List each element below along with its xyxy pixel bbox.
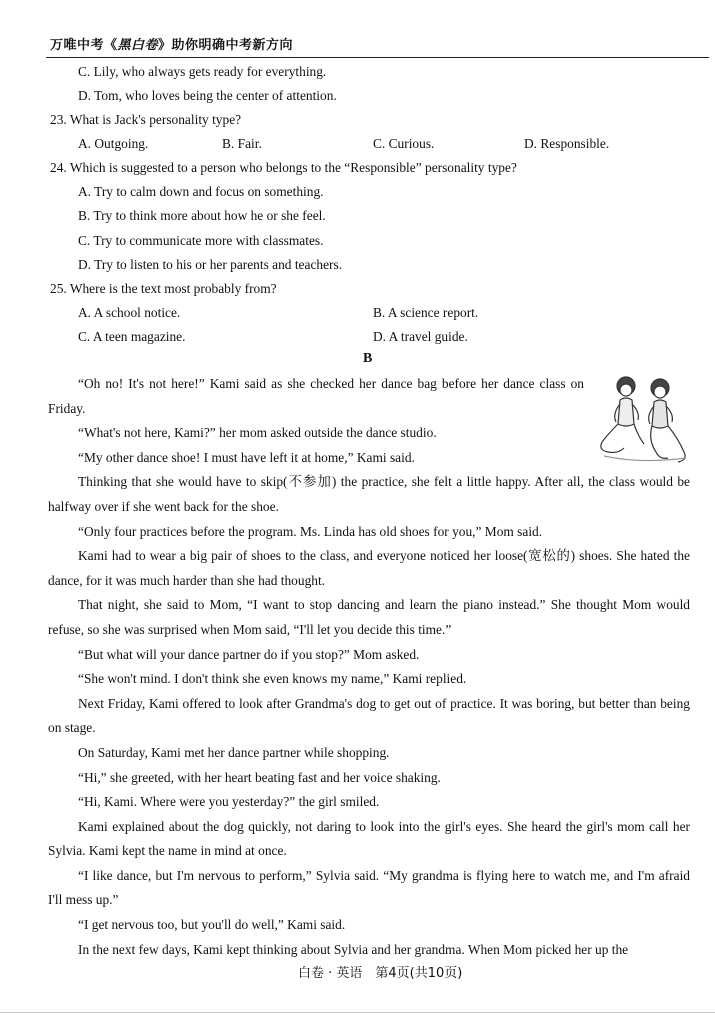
passage-paragraph: Kami had to wear a big pair of shoes to the class, and everyone noticed her loose(宽松的) shoes. She hated the dance, for it was much harder than she had thought. — [48, 548, 690, 588]
q23-option-b: B. Fair. — [222, 136, 262, 151]
q24-option-d: D. Try to listen to his or her parents and teachers. — [78, 257, 343, 272]
question-23-stem: 23. What is Jack's personality type? — [50, 112, 242, 127]
brand-name: 黑白卷 — [117, 38, 159, 53]
passage-paragraph: Kami explained about the dog quickly, not daring to look into the girl's eyes. She heard the girl's mom call her Sylvia. Kami kept the name in mind at once. — [48, 818, 690, 859]
page-header: 万唯中考《黑白卷》助你明确中考新方向 — [50, 38, 294, 53]
passage-paragraph: “I like dance, but I'm nervous to perform,” Sylvia said. “My grandma is flying here to watch me, and I'm afraid I'll mess up.” — [48, 867, 690, 908]
q23-option-c: C. Curious. — [373, 136, 435, 151]
q24-option-a: A. Try to calm down and focus on something. — [78, 184, 324, 199]
option-c-q22: C. Lily, who always gets ready for everything. — [78, 64, 327, 79]
passage-paragraph: “My other dance shoe! I must have left it at home,” Kami said. — [78, 449, 415, 465]
q25-option-a: A. A school notice. — [78, 305, 181, 320]
passage-paragraph: “But what will your dance partner do if you stop?” Mom asked. — [78, 646, 420, 662]
option-d-q22: D. Tom, who loves being the center of attention. — [78, 88, 337, 103]
question-24-stem: 24. Which is suggested to a person who belongs to the “Responsible” personality type? — [50, 160, 517, 175]
q24-option-b: B. Try to think more about how he or she feel. — [78, 208, 326, 223]
q25-option-b: B. A science report. — [373, 305, 479, 320]
q25-option-d: D. A travel guide. — [373, 329, 468, 344]
passage-paragraph: On Saturday, Kami met her dance partner while shopping. — [78, 744, 390, 760]
page-footer: 白卷 · 英语 第4页(共10页) — [298, 966, 463, 981]
q23-option-a: A. Outgoing. — [78, 136, 149, 151]
passage-paragraph: “She won't mind. I don't think she even knows my name,” Kami replied. — [78, 671, 467, 687]
q23-option-d: D. Responsible. — [524, 136, 610, 151]
q24-option-c: C. Try to communicate more with classmates. — [78, 233, 324, 248]
section-label: B — [363, 351, 373, 366]
passage-paragraph: Next Friday, Kami offered to look after Grandma's dog to get out of practice. It was boring, but better than being on stage. — [48, 695, 690, 736]
passage — [48, 372, 690, 962]
passage-paragraph: “I get nervous too, but you'll do well,” Kami said. — [78, 917, 346, 933]
passage-paragraph: “Oh no! It's not here!” Kami said as she checked her dance bag before her dance class on Friday. — [48, 376, 584, 416]
passage-paragraph: “Hi,” she greeted, with her heart beating fast and her voice shaking. — [78, 769, 441, 785]
question-25-stem: 25. Where is the text most probably from? — [50, 281, 277, 296]
passage-paragraph: “Hi, Kami. Where were you yesterday?” the girl smiled. — [78, 794, 380, 810]
passage-paragraph: “Only four practices before the program. Ms. Linda has old shoes for you,” Mom said. — [78, 523, 543, 539]
passage-paragraph: That night, she said to Mom, “I want to stop dancing and learn the piano instead.” She thought Mom would refuse, so she was surprised when Mom said, “I'll let you decide this time.” — [48, 597, 690, 637]
passage-paragraph: In the next few days, Kami kept thinking about Sylvia and her grandma. When Mom picked her up the — [78, 941, 629, 957]
passage-paragraph: Thinking that she would have to skip(不参加) the practice, she felt a little happy. After all, the class would be halfway over if she went back for the shoe. — [48, 474, 690, 514]
header-rule — [46, 57, 709, 58]
footer-rule — [0, 1012, 715, 1013]
passage-paragraph: “What's not here, Kami?” her mom asked outside the dance studio. — [78, 425, 437, 441]
q25-option-c: C. A teen magazine. — [78, 329, 186, 344]
